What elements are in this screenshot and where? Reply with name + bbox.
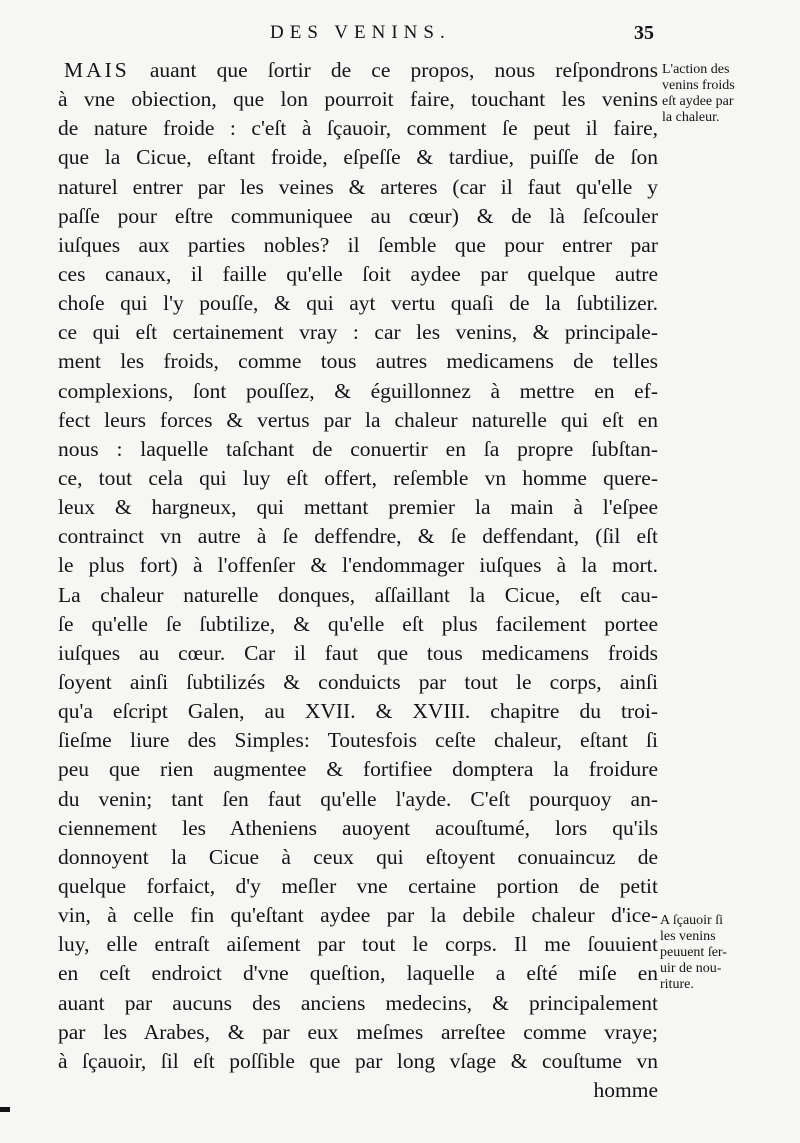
- text-line: que la Cicue, eſtant froide, eſpeſſe & tardiue, puiſſe de ſon: [58, 145, 658, 170]
- text-line: de nature froide : c'eſt à ſçauoir, comment ſe peut il faire,: [58, 116, 658, 141]
- body-text: [58, 56, 658, 1105]
- text-line: leux & hargneux, qui mettant premier la main à l'eſpee: [58, 495, 658, 520]
- margin-note-line: venins froids: [662, 78, 735, 93]
- first-line-rest: auant que ſortir de ce propos, nous reſpondrons: [129, 58, 658, 82]
- text-line: peu que rien augmentee & fortifiee domptera la froidure: [58, 757, 658, 782]
- margin-note-line: peuuent ſer-: [660, 945, 727, 960]
- margin-note-line: A ſçauoir ſi: [660, 913, 723, 928]
- text-line: auant par aucuns des anciens medecins, & principalement: [58, 990, 658, 1015]
- text-line: à vne obiection, que lon pourroit faire, touchant les venins: [58, 87, 658, 112]
- text-line: à ſçauoir, ſil eſt poſſible que par long vſage & couſtume vn: [58, 1048, 658, 1073]
- margin-note-line: la chaleur.: [662, 110, 720, 125]
- text-line: fect leurs forces & vertus par la chaleur naturelle qui eſt en: [58, 407, 658, 432]
- text-line: vin, à celle fin qu'eſtant aydee par la debile chaleur d'ice-: [58, 903, 658, 928]
- text-line: ſoyent ainſi ſubtilizés & conduicts par tout le corps, ainſi: [58, 669, 658, 694]
- text-line: La chaleur naturelle donques, aſſaillant la Cicue, eſt cau-: [58, 582, 658, 607]
- margin-note-line: eſt aydee par: [662, 94, 734, 109]
- text-line: iuſques aux parties nobles? il ſemble que pour entrer par: [58, 232, 658, 257]
- edge-mark: [0, 1107, 10, 1112]
- text-line: du venin; tant ſen faut qu'elle l'ayde. C'eſt pourquoy an-: [58, 786, 658, 811]
- text-line: ce, tout cela qui luy eſt offert, reſemble vn homme quere-: [58, 465, 658, 490]
- text-line: ſe qu'elle ſe ſubtilize, & qu'elle eſt plus facilement portee: [58, 611, 658, 636]
- text-line: iuſques au cœur. Car il faut que tous medicamens froids: [58, 640, 658, 665]
- text-line: contrainct vn autre à ſe deffendre, & ſe deffendant, (ſil eſt: [58, 524, 658, 549]
- text-line: ces canaux, il faille qu'elle ſoit aydee par quelque autre: [58, 261, 658, 286]
- text-line: choſe qui l'y pouſſe, & qui ayt vertu quaſi de la ſubtilizer.: [58, 291, 658, 316]
- text-line: ment les froids, comme tous autres medicamens de telles: [58, 349, 658, 374]
- text-line: qu'a eſcript Galen, au XVII. & XVIII. chapitre du troi-: [58, 699, 658, 724]
- text-line: en ceſt endroict d'vne queſtion, laquelle a eſté miſe en: [58, 961, 658, 986]
- text-line: paſſe pour eſtre communiquee au cœur) & de là ſeſcouler: [58, 203, 658, 228]
- text-line: par les Arabes, & par eux meſmes arreſtee comme vraye;: [58, 1019, 658, 1044]
- text-line: ciennement les Atheniens auoyent acouſtumé, lors qu'ils: [58, 815, 658, 840]
- page-number: 35: [634, 22, 654, 44]
- margin-note-nourishment: [660, 913, 800, 993]
- catchword: homme: [593, 1077, 658, 1102]
- text-line: ce qui eſt certainement vray : car les venins, & principale-: [58, 320, 658, 345]
- margin-note-line: riture.: [660, 977, 694, 992]
- margin-note-line: L'action des: [662, 62, 730, 77]
- text-line: complexions, ſont pouſſez, & éguillonnez à mettre en ef-: [58, 378, 658, 403]
- text-line: naturel entrer par les veines & arteres (car il faut qu'elle y: [58, 174, 658, 199]
- text-line: nous : laquelle taſchant de conuertir en ſa propre ſubſtan-: [58, 436, 658, 461]
- text-line: quelque forfaict, d'y meſler vne certaine portion de petit: [58, 873, 658, 898]
- opening-word: MAIS: [64, 58, 130, 82]
- text-line: le plus fort) à l'offenſer & l'endommager iuſques à la mort.: [58, 553, 658, 578]
- text-line: donnoyent la Cicue à ceux qui eſtoyent conuaincuz de: [58, 844, 658, 869]
- margin-note-heat: [662, 62, 800, 126]
- margin-note-line: les venins: [660, 929, 716, 944]
- running-head: DES VENINS.: [270, 22, 451, 43]
- text-line: ſieſme liure des Simples: Toutesfois ceſte chaleur, eſtant ſi: [58, 728, 658, 753]
- text-line: luy, elle entraſt aiſement par tout le corps. Il me ſouuient: [58, 932, 658, 957]
- text-line-first: [58, 56, 658, 85]
- margin-note-line: uir de nou-: [660, 961, 722, 976]
